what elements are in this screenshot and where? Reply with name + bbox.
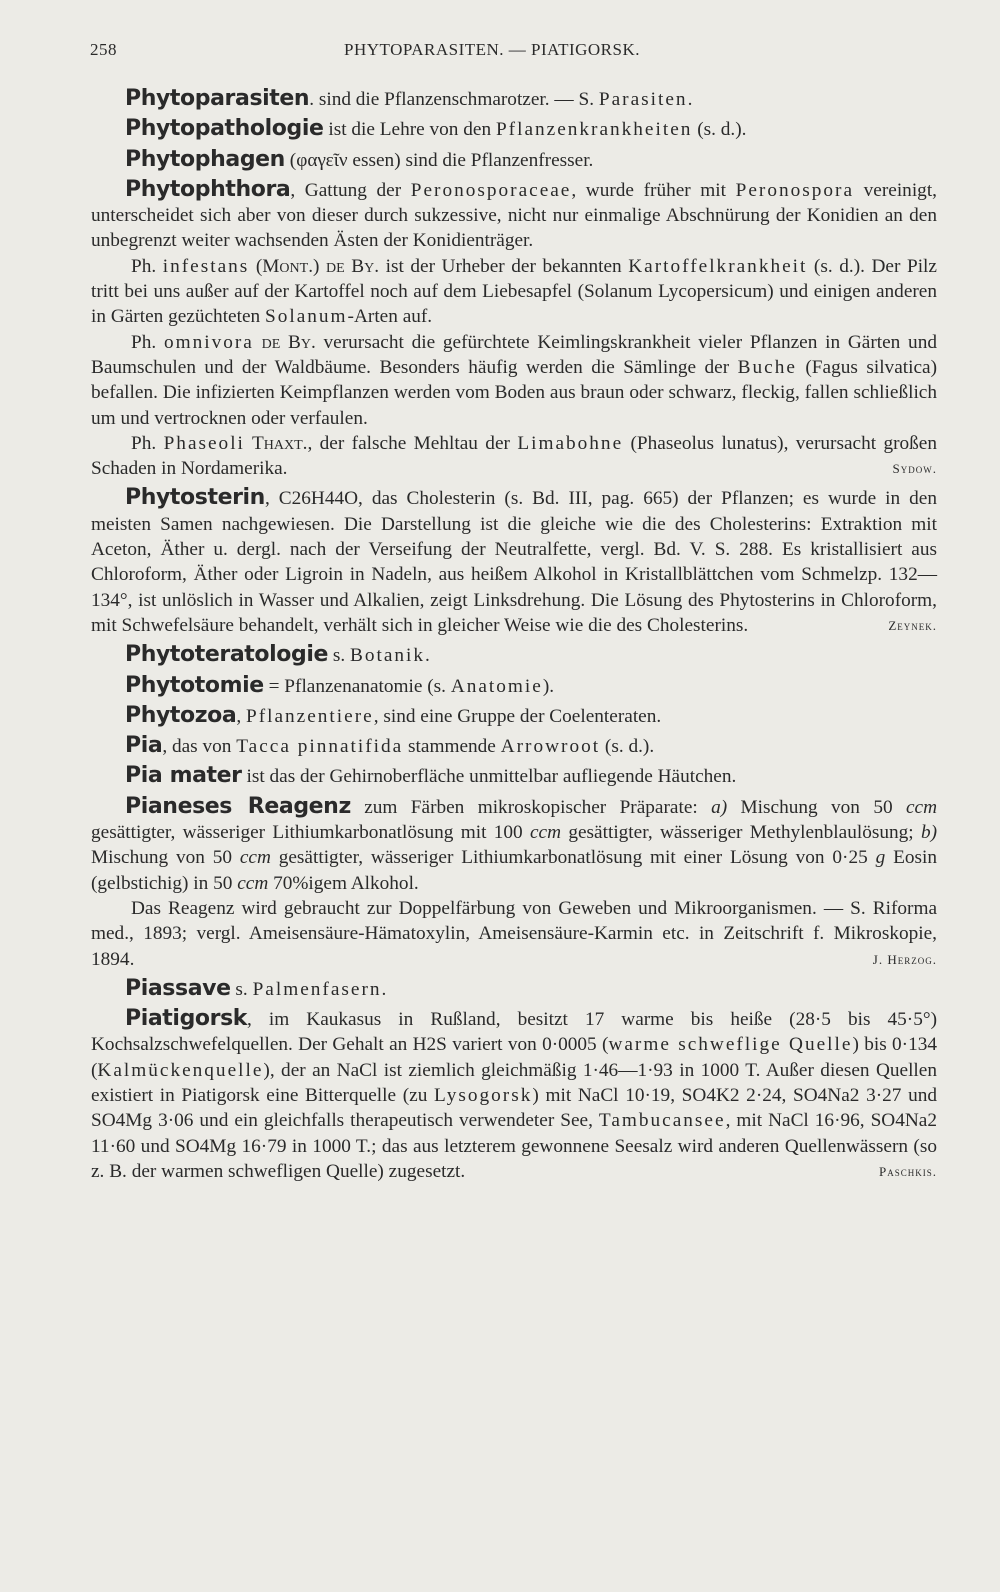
paragraph-infestans: Ph. infestans (Mont.) de By. ist der Urheber der bekannten Kartoffelkrankheit (s. d.). Der Pilz tritt bei uns außer auf der Kartoffel noch auf dem Liebesapfel (Solanum Lycopersicum) und einigen anderen in Gärten gezüchteten Solanum-Arten auf.: [91, 255, 937, 328]
cross-reference: Pflanzentiere: [245, 705, 374, 727]
headword: Piatigorsk: [125, 1006, 248, 1032]
cross-reference: Pflanzenkrankheiten: [495, 119, 693, 141]
entry-piassave: Piassave s. Palmenfasern.: [125, 975, 389, 1001]
author-signature: J. Herzog.: [872, 951, 937, 967]
headword: Pia: [125, 733, 163, 759]
headword: Phytozoa: [125, 702, 237, 728]
headword: Phytotomie: [125, 672, 264, 698]
headword: Phytoteratologie: [125, 642, 328, 668]
entry-phytopathologie: Phytopathologie ist die Lehre von den Pflanzenkrankheiten (s. d.).: [125, 116, 747, 142]
paragraph-reagenz-usage: Das Reagenz wird gebraucht zur Doppelfärbung von Geweben und Mikroorganismen. — S. Riforma med., 1893; vergl. Ameisensäure-Hämatoxylin, Ameisensäure-Karmin etc. in Zeitschrift f. Mikroskopie, 1894. J. Herzog.: [91, 896, 937, 972]
page-number: 258: [90, 40, 117, 59]
author-signature: Paschkis.: [879, 1163, 937, 1179]
entry-phytotomie: Phytotomie = Pflanzenanatomie (s. Anatomie).: [125, 672, 555, 698]
entry-phytophthora: Phytophthora, Gattung der Peronosporaceae, wurde früher mit Peronospora vereinigt, unterscheidet sich aber von dieser durch sukzessive, nicht nur einmalige Abschnürung der Konidien an den unbegrenzt weiter wachsenden Ästen der Konidienträger.: [91, 176, 937, 252]
entries-column: [91, 86, 937, 1184]
entry-pia: Pia, das von Tacca pinnatifida stammende Arrowroot (s. d.).: [125, 733, 655, 759]
author-signature: Zeynek.: [888, 617, 937, 633]
entry-piatigorsk: Piatigorsk, im Kaukasus in Rußland, besitzt 17 warme bis heiße (28·5 bis 45·5°) Kochsalzschwefelquellen. Der Gehalt an H2S variert von 0·0005 (warme schweflige Quelle) bis 0·134 (Kalmückenquelle), der an NaCl ist ziemlich gleichmäßig 1·46—1·93 in 1000 T. Außer diesen Quellen existiert in Piatigorsk eine Bitterquelle (zu Lysogorsk) mit NaCl 10·19, SO4K2 2·24, SO4Na2 3·27 und SO4Mg 3·06 und ein gleichfalls therapeutisch verwendeter See, Tambucansee, mit NaCl 16·96, SO4Na2 11·60 und SO4Mg 16·79 in 1000 T.; das aus letzterem gewonnene Seesalz wird anderen Quellenwässern (so z. B. der warmen schwefligen Quelle) zugesetzt. Paschkis.: [91, 1006, 937, 1184]
entry-phytosterin: Phytosterin, C26H44O, das Cholesterin (s. Bd. III, pag. 665) der Pflanzen; es wurde in den meisten Samen nachgewiesen. Die Darstellung ist die gleiche wie die des Cholesterins: Extraktion mit Aceton, Äther u. dergl. nach der Verseifung der Neutralfette, vergl. Bd. V. S. 288. Es kristallisiert aus Chloroform, Äther oder Ligroin in Nadeln, aus heißem Alkohol in Kristallblättchen vom Schmelzp. 132—134°, ist unlöslich in Wasser und Alkalien, zeigt Linksdrehung. Die Lösung des Phytosterins in Chloroform, mit Schwefelsäure behandelt, verhält sich in gleicher Weise wie die des Cholesterins. Zeynek.: [91, 485, 937, 638]
entry-phytophagen: Phytophagen (φαγεῖν essen) sind die Pflanzenfresser.: [125, 146, 594, 172]
entry-pia-mater: Pia mater ist das der Gehirnoberfläche unmittelbar aufliegende Häutchen.: [125, 763, 737, 789]
headword: Piassave: [125, 975, 231, 1001]
entry-phytozoa: Phytozoa, Pflanzentiere, sind eine Gruppe der Coelenteraten.: [125, 702, 662, 728]
entry-pianeses-reagenz: Pianeses Reagenz zum Färben mikroskopischer Präparate: a) Mischung von 50 ccm gesättigter, wässeriger Lithiumkarbonatlösung mit 100 ccm gesättigter, wässeriger Methylenblaulösung; b) Mischung von 50 ccm gesättigter, wässeriger Lithiumkarbonatlösung mit einer Lösung von 0·25 g Eosin (gelbstichig) in 50 ccm 70%igem Alkohol.: [91, 793, 938, 894]
headword: Phytopathologie: [125, 116, 324, 142]
headword: Phytosterin: [125, 485, 265, 511]
author-signature: Sydow.: [892, 461, 937, 477]
cross-reference: Anatomie: [450, 675, 543, 697]
entry-phytoteratologie: Phytoteratologie s. Botanik.: [125, 642, 432, 668]
cross-reference: Palmenfasern.: [252, 978, 389, 1000]
running-title: PHYTOPARASITEN. — PIATIGORSK.: [344, 40, 640, 59]
cross-reference: Arrowroot: [500, 736, 601, 758]
cross-reference: Parasiten.: [598, 89, 695, 110]
running-header: [90, 40, 700, 70]
cross-reference: Botanik.: [349, 645, 432, 667]
paragraph-phaseoli: Ph. Phaseoli Thaxt., der falsche Mehltau der Limabohne (Phaseolus lunatus), verursacht großen Schaden in Nordamerika. Sydow.: [91, 431, 937, 482]
headword: Pianeses Reagenz: [125, 793, 351, 819]
paragraph-omnivora: Ph. omnivora de By. verursacht die gefürchtete Keimlingskrankheit vieler Pflanzen in Gärten und Baumschulen und der Waldbäume. Besonders häufig werden die Sämlinge der Buche (Fagus silvatica) befallen. Die infizierten Keimpflanzen werden vom Boden aus braun oder schwarz, fleckig, fallen schließlich um und vertrocknen oder verfaulen.: [91, 331, 938, 429]
headword: Phytoparasiten: [125, 86, 310, 111]
headword: Phytophthora: [125, 176, 291, 202]
entry-phytoparasiten: Phytoparasiten. sind die Pflanzenschmarotzer. — S. Parasiten.: [125, 86, 695, 111]
headword: Pia mater: [125, 763, 242, 789]
headword: Phytophagen: [125, 146, 285, 172]
